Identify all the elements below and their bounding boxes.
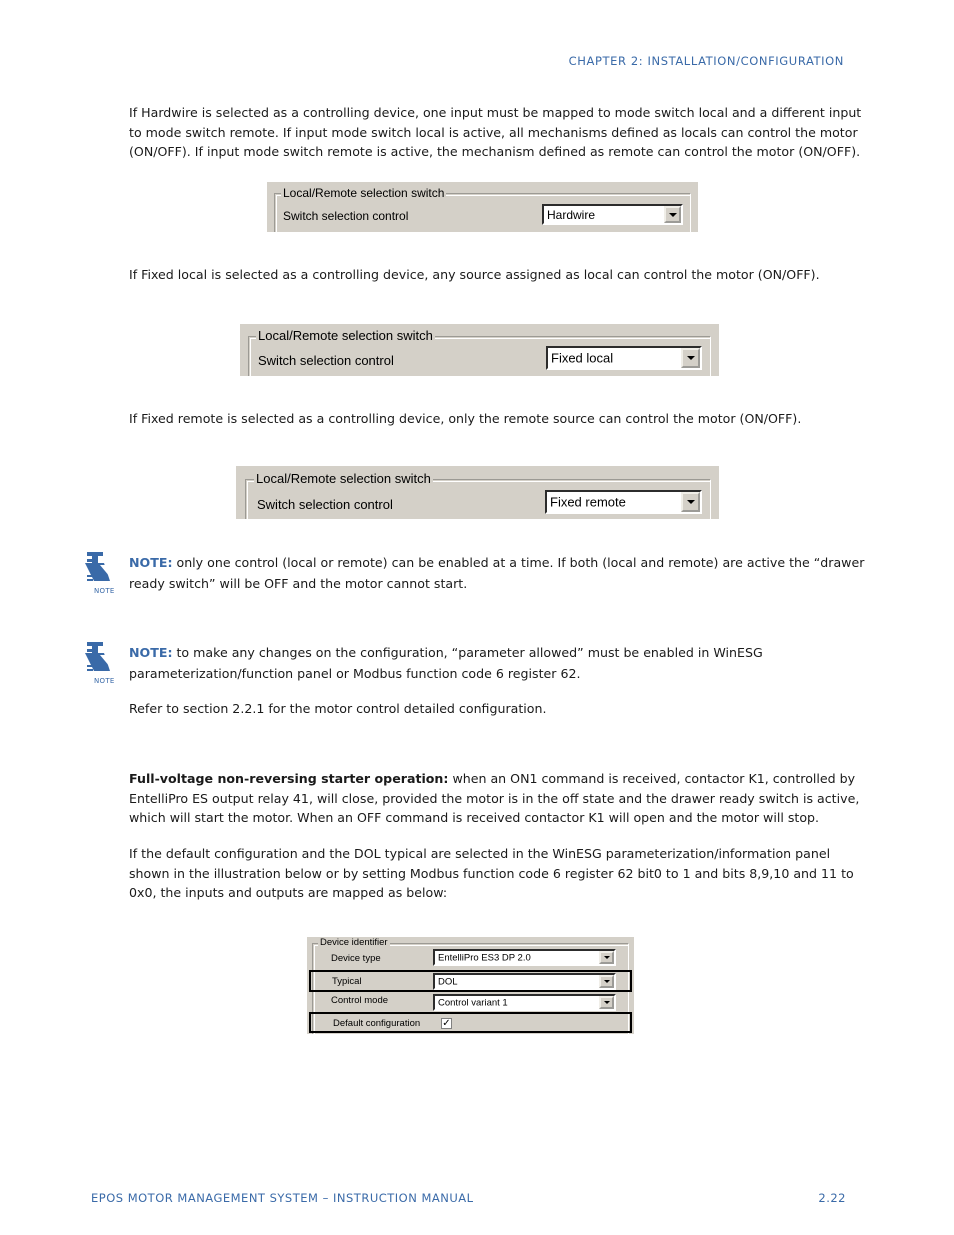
switch-selection-dropdown[interactable]	[545, 490, 702, 514]
paragraph-fixed-local: If Fixed local is selected as a controlling device, any source assigned as local can control the motor (ON/OFF).	[129, 267, 820, 282]
note-body: only one control (local or remote) can be enabled at a time. If both (local and remote) are active the “drawer ready switch” will be OFF and the motor cannot start.	[129, 555, 865, 591]
control-mode-dropdown[interactable]	[433, 994, 616, 1011]
note-body: to make any changes on the configuration, “parameter allowed” must be enabled in WinESG parameterization/function panel or Modbus function code 6 register 62.	[129, 645, 763, 681]
chevron-down-icon[interactable]	[599, 996, 614, 1009]
paragraph-fixed-remote: If Fixed remote is selected as a controlling device, only the remote source can control the motor (ON/OFF).	[129, 411, 802, 426]
note-icon	[84, 641, 124, 685]
note-label: NOTE:	[129, 555, 173, 570]
device-type-dropdown[interactable]	[433, 949, 616, 966]
default-config-checkbox[interactable]	[441, 1018, 452, 1029]
groupbox-legend: Local/Remote selection switch	[283, 186, 445, 200]
note-2	[129, 643, 869, 684]
dropdown-value: Fixed remote	[550, 494, 626, 510]
chevron-down-icon[interactable]	[599, 951, 614, 964]
dropdown-value: DOL	[438, 976, 458, 987]
chevron-down-icon[interactable]	[681, 492, 700, 512]
paragraph-full-voltage	[129, 769, 869, 828]
groupbox-legend: Local/Remote selection switch	[256, 471, 431, 486]
device-type-label: Device type	[331, 953, 381, 964]
local-remote-panel-fixed-remote	[236, 466, 719, 519]
note-caption: NOTE	[94, 587, 115, 595]
checkmark-icon: ✓	[442, 1018, 451, 1029]
paragraph-bold-lead: Full-voltage non-reversing starter operation:	[129, 771, 449, 786]
typical-label: Typical	[332, 976, 362, 987]
dropdown-value: Hardwire	[547, 207, 596, 222]
chevron-down-icon[interactable]	[664, 206, 681, 223]
paragraph-refer: Refer to section 2.2.1 for the motor control detailed configuration.	[129, 701, 547, 716]
note-caption: NOTE	[94, 677, 115, 685]
dropdown-value: Control variant 1	[438, 997, 508, 1008]
chapter-header: CHAPTER 2: INSTALLATION/CONFIGURATION	[568, 54, 844, 68]
note-icon	[84, 551, 124, 595]
control-mode-row	[309, 992, 632, 1012]
switch-selection-dropdown[interactable]	[546, 346, 702, 370]
dropdown-value: EntelliPro ES3 DP 2.0	[438, 952, 531, 963]
device-identifier-panel	[307, 937, 634, 1034]
groupbox-legend: Local/Remote selection switch	[258, 328, 433, 343]
paragraph-hardwire: If Hardwire is selected as a controlling device, one input must be mapped to mode switch local and a different input to mode switch remote. If input mode switch local is active, all mechanisms defined as locals can control the motor (ON/OFF). If input mode switch remote is active, the mechanism defined as remote can control the motor (ON/OFF).	[129, 105, 862, 160]
paragraph-default-config: If the default configuration and the DOL typical are selected in the WinESG parameterization/information panel shown in the illustration below or by setting Modbus function code 6 register 62 bit0 to 1 and bits 8,9,10 and 11 to 0x0, the inputs and outputs are mapped as below:	[129, 846, 854, 901]
switch-selection-label: Switch selection control	[283, 209, 409, 223]
note-label: NOTE:	[129, 645, 173, 660]
chevron-down-icon[interactable]	[681, 348, 700, 368]
switch-selection-label: Switch selection control	[258, 353, 394, 368]
chevron-down-icon[interactable]	[599, 975, 614, 988]
groupbox-legend: Device identifier	[320, 937, 388, 948]
switch-selection-dropdown[interactable]	[542, 204, 683, 225]
page-number: 2.22	[818, 1191, 846, 1205]
dropdown-value: Fixed local	[551, 350, 614, 366]
footer-title: EPOS MOTOR MANAGEMENT SYSTEM – INSTRUCTION MANUAL	[91, 1191, 474, 1205]
default-config-label: Default configuration	[333, 1018, 421, 1029]
typical-dropdown[interactable]	[433, 973, 616, 990]
control-mode-label: Control mode	[331, 995, 389, 1006]
local-remote-panel-fixed-local	[240, 324, 719, 376]
typical-row	[309, 970, 632, 992]
local-remote-panel-hardwire	[267, 182, 698, 232]
note-1	[129, 553, 869, 594]
paragraph-body: when an ON1 command is received, contactor K1, controlled by EntelliPro ES output relay 41, will close, provided the motor is in the off state and the drawer ready switch is active, which will start the motor. When an OFF command is received contactor K1 will open and the motor will stop.	[129, 771, 860, 826]
switch-selection-label: Switch selection control	[257, 497, 393, 512]
default-config-row	[309, 1012, 632, 1033]
device-type-row	[309, 948, 632, 968]
